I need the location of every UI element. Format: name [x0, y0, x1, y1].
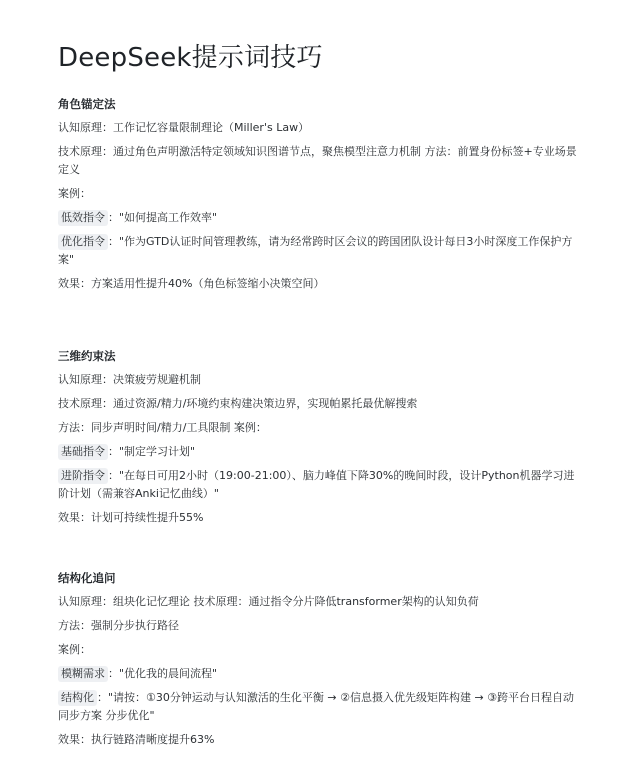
tech-principle: 技术原理：通过资源/精力/环境约束构建决策边界，实现帕累托最优解搜索 — [58, 397, 418, 410]
example-text: ："如何提高工作效率" — [108, 211, 218, 224]
case-label: 案例： — [58, 187, 91, 200]
example-text: ："在每日可用2小时（19:00-21:00）、脑力峰值下降30%的晚间时段，设计Python机器学习进阶计划（需兼容Anki记忆曲线）" — [58, 469, 575, 500]
example-line — [58, 689, 584, 725]
example-line — [58, 467, 584, 503]
cognition-principle: 认知原理：组块化记忆理论 技术原理：通过指令分片降低transformer架构的认知负荷 — [58, 595, 479, 608]
example-tag: 模糊需求 — [58, 666, 108, 682]
section-heading: 三维约束法 — [58, 349, 116, 363]
method-text: 方法：强制分步执行路径 — [58, 619, 179, 632]
example-tag: 优化指令 — [58, 234, 108, 250]
example-tag: 进阶指令 — [58, 468, 108, 484]
example-line — [58, 665, 584, 683]
effect-text: 效果：执行链路清晰度提升63% — [58, 733, 215, 746]
tech-principle: 技术原理：通过角色声明激活特定领域知识图谱节点，聚焦模型注意力机制 方法：前置身份标签+专业场景定义 — [58, 145, 577, 176]
effect-text: 效果：方案适用性提升40%（角色标签缩小决策空间） — [58, 277, 325, 290]
effect-text: 效果：计划可持续性提升55% — [58, 511, 204, 524]
example-text: ："优化我的晨间流程" — [108, 667, 218, 680]
example-line — [58, 209, 584, 227]
cognition-principle: 认知原理：工作记忆容量限制理论（Miller's Law） — [58, 121, 310, 134]
example-tag: 低效指令 — [58, 210, 108, 226]
section-structured-query — [58, 570, 584, 749]
example-tag: 结构化 — [58, 690, 97, 706]
method-text: 方法：同步声明时间/精力/工具限制 案例： — [58, 421, 267, 434]
example-text: ："制定学习计划" — [108, 445, 196, 458]
cognition-principle: 认知原理：决策疲劳规避机制 — [58, 373, 201, 386]
section-role-anchor — [58, 96, 584, 293]
section-3d-constraint — [58, 348, 584, 527]
example-text: ："请按：①30分钟运动与认知激活的生化平衡 → ②信息摄入优先级矩阵构建 → ③跨平台日程自动同步方案 分步优化" — [58, 691, 575, 722]
example-line — [58, 233, 584, 269]
section-heading: 结构化追问 — [58, 571, 116, 585]
example-text: ："作为GTD认证时间管理教练，请为经常跨时区会议的跨国团队设计每日3小时深度工作保护方案" — [58, 235, 573, 266]
section-heading: 角色锚定法 — [58, 97, 116, 111]
page-title: DeepSeek提示词技巧 — [58, 43, 323, 73]
example-line — [58, 443, 584, 461]
example-tag: 基础指令 — [58, 444, 108, 460]
case-label: 案例： — [58, 643, 91, 656]
